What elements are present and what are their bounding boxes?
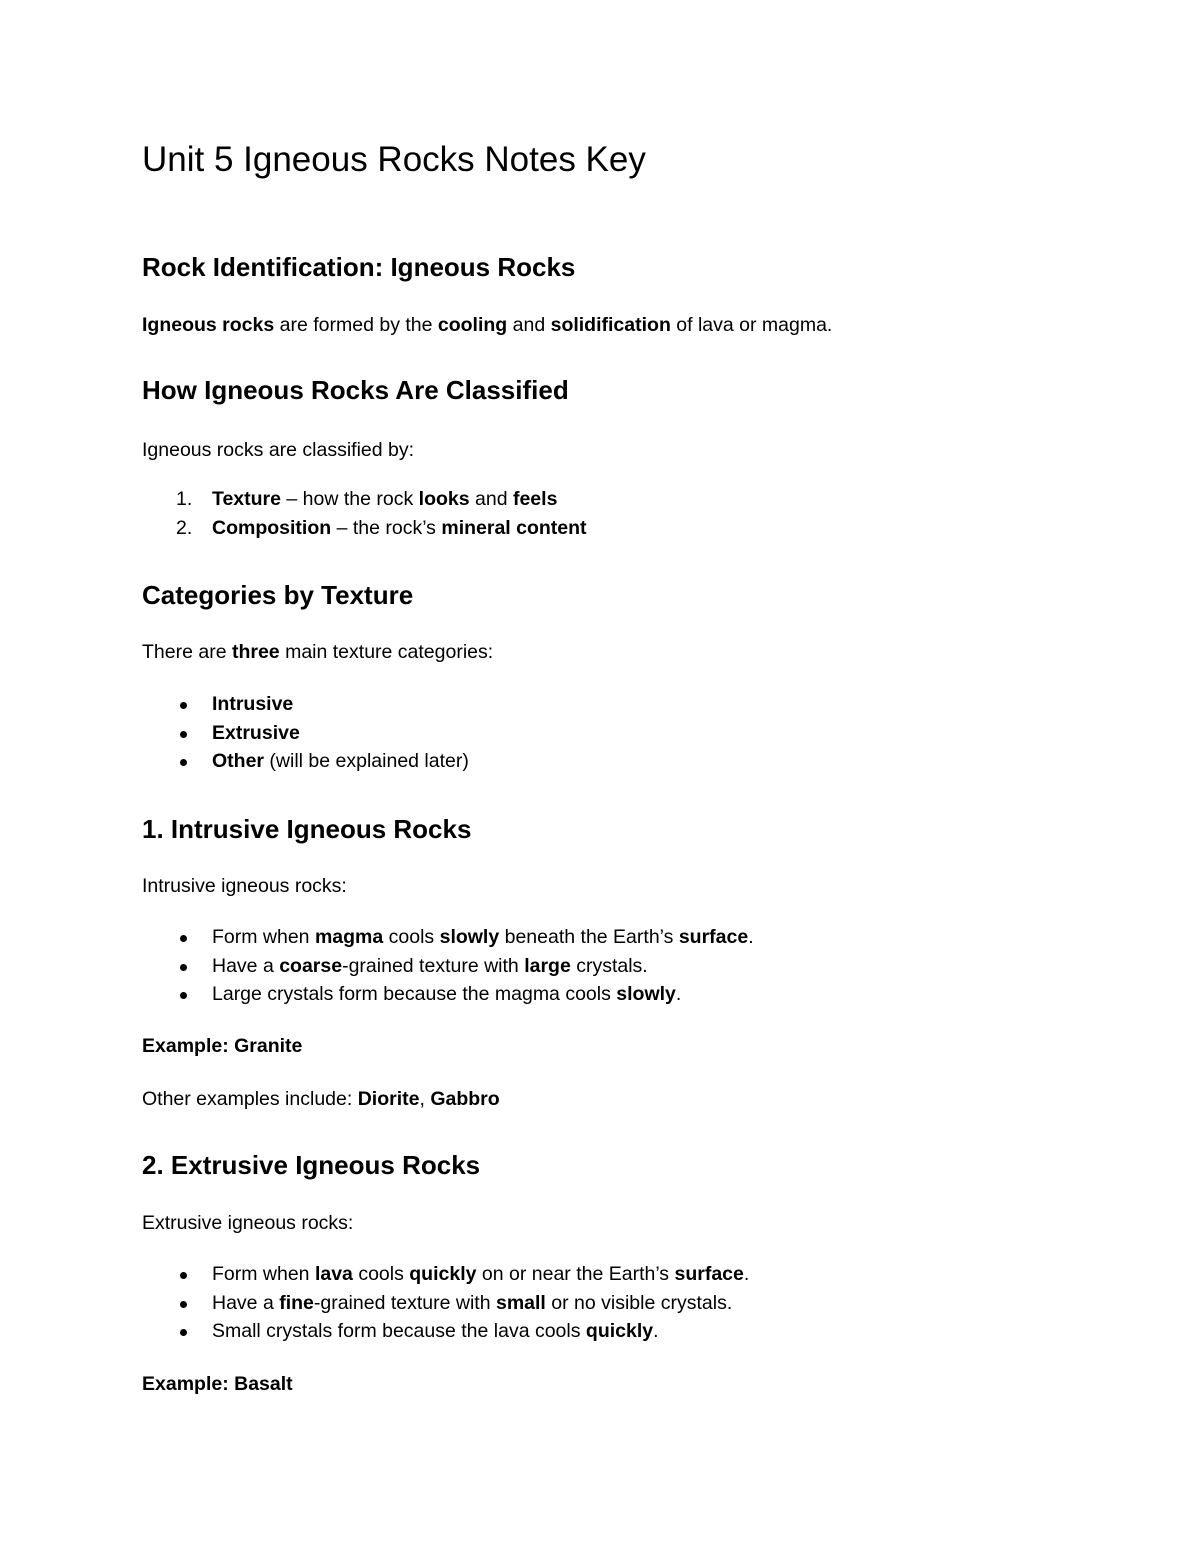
document-title: Unit 5 Igneous Rocks Notes Key xyxy=(142,140,646,179)
paragraph-classified-by: Igneous rocks are classified by: xyxy=(142,439,415,461)
list-item: 2. Composition – the rock’s mineral content xyxy=(176,516,587,539)
paragraph-other-examples: Other examples include: Diorite, Gabbro xyxy=(142,1088,500,1110)
list-item: Other (will be explained later) xyxy=(142,747,469,776)
heading-intrusive: 1. Intrusive Igneous Rocks xyxy=(142,814,472,844)
list-item: Form when magma cools slowly beneath the Earth’s surface. xyxy=(142,923,754,952)
list-item: 1. Texture – how the rock looks and feels xyxy=(176,488,558,510)
paragraph-intrusive-intro: Intrusive igneous rocks: xyxy=(142,875,347,897)
heading-classification: How Igneous Rocks Are Classified xyxy=(142,375,569,405)
paragraph-definition: Igneous rocks are formed by the cooling and solidification of lava or magma. xyxy=(142,314,833,336)
list-item: Large crystals form because the magma cools slowly. xyxy=(142,980,754,1009)
extrusive-list xyxy=(142,1260,749,1346)
list-item: Have a fine-grained texture with small or no visible crystals. xyxy=(142,1289,749,1318)
heading-extrusive: 2. Extrusive Igneous Rocks xyxy=(142,1150,481,1180)
list-item: Intrusive xyxy=(142,690,469,719)
list-item: Small crystals form because the lava cools quickly. xyxy=(142,1317,749,1346)
list-item: Have a coarse-grained texture with large crystals. xyxy=(142,952,754,981)
example-granite: Example: Granite xyxy=(142,1035,303,1057)
heading-categories-by-texture: Categories by Texture xyxy=(142,580,414,610)
paragraph-extrusive-intro: Extrusive igneous rocks: xyxy=(142,1212,354,1234)
list-item: Extrusive xyxy=(142,719,469,748)
intrusive-list xyxy=(142,923,754,1009)
classification-list xyxy=(142,485,587,542)
heading-rock-identification: Rock Identification: Igneous Rocks xyxy=(142,252,576,282)
texture-categories-list xyxy=(142,690,469,776)
list-item: Form when lava cools quickly on or near the Earth’s surface. xyxy=(142,1260,749,1289)
paragraph-three-categories: There are three main texture categories: xyxy=(142,641,494,663)
example-basalt: Example: Basalt xyxy=(142,1373,293,1395)
